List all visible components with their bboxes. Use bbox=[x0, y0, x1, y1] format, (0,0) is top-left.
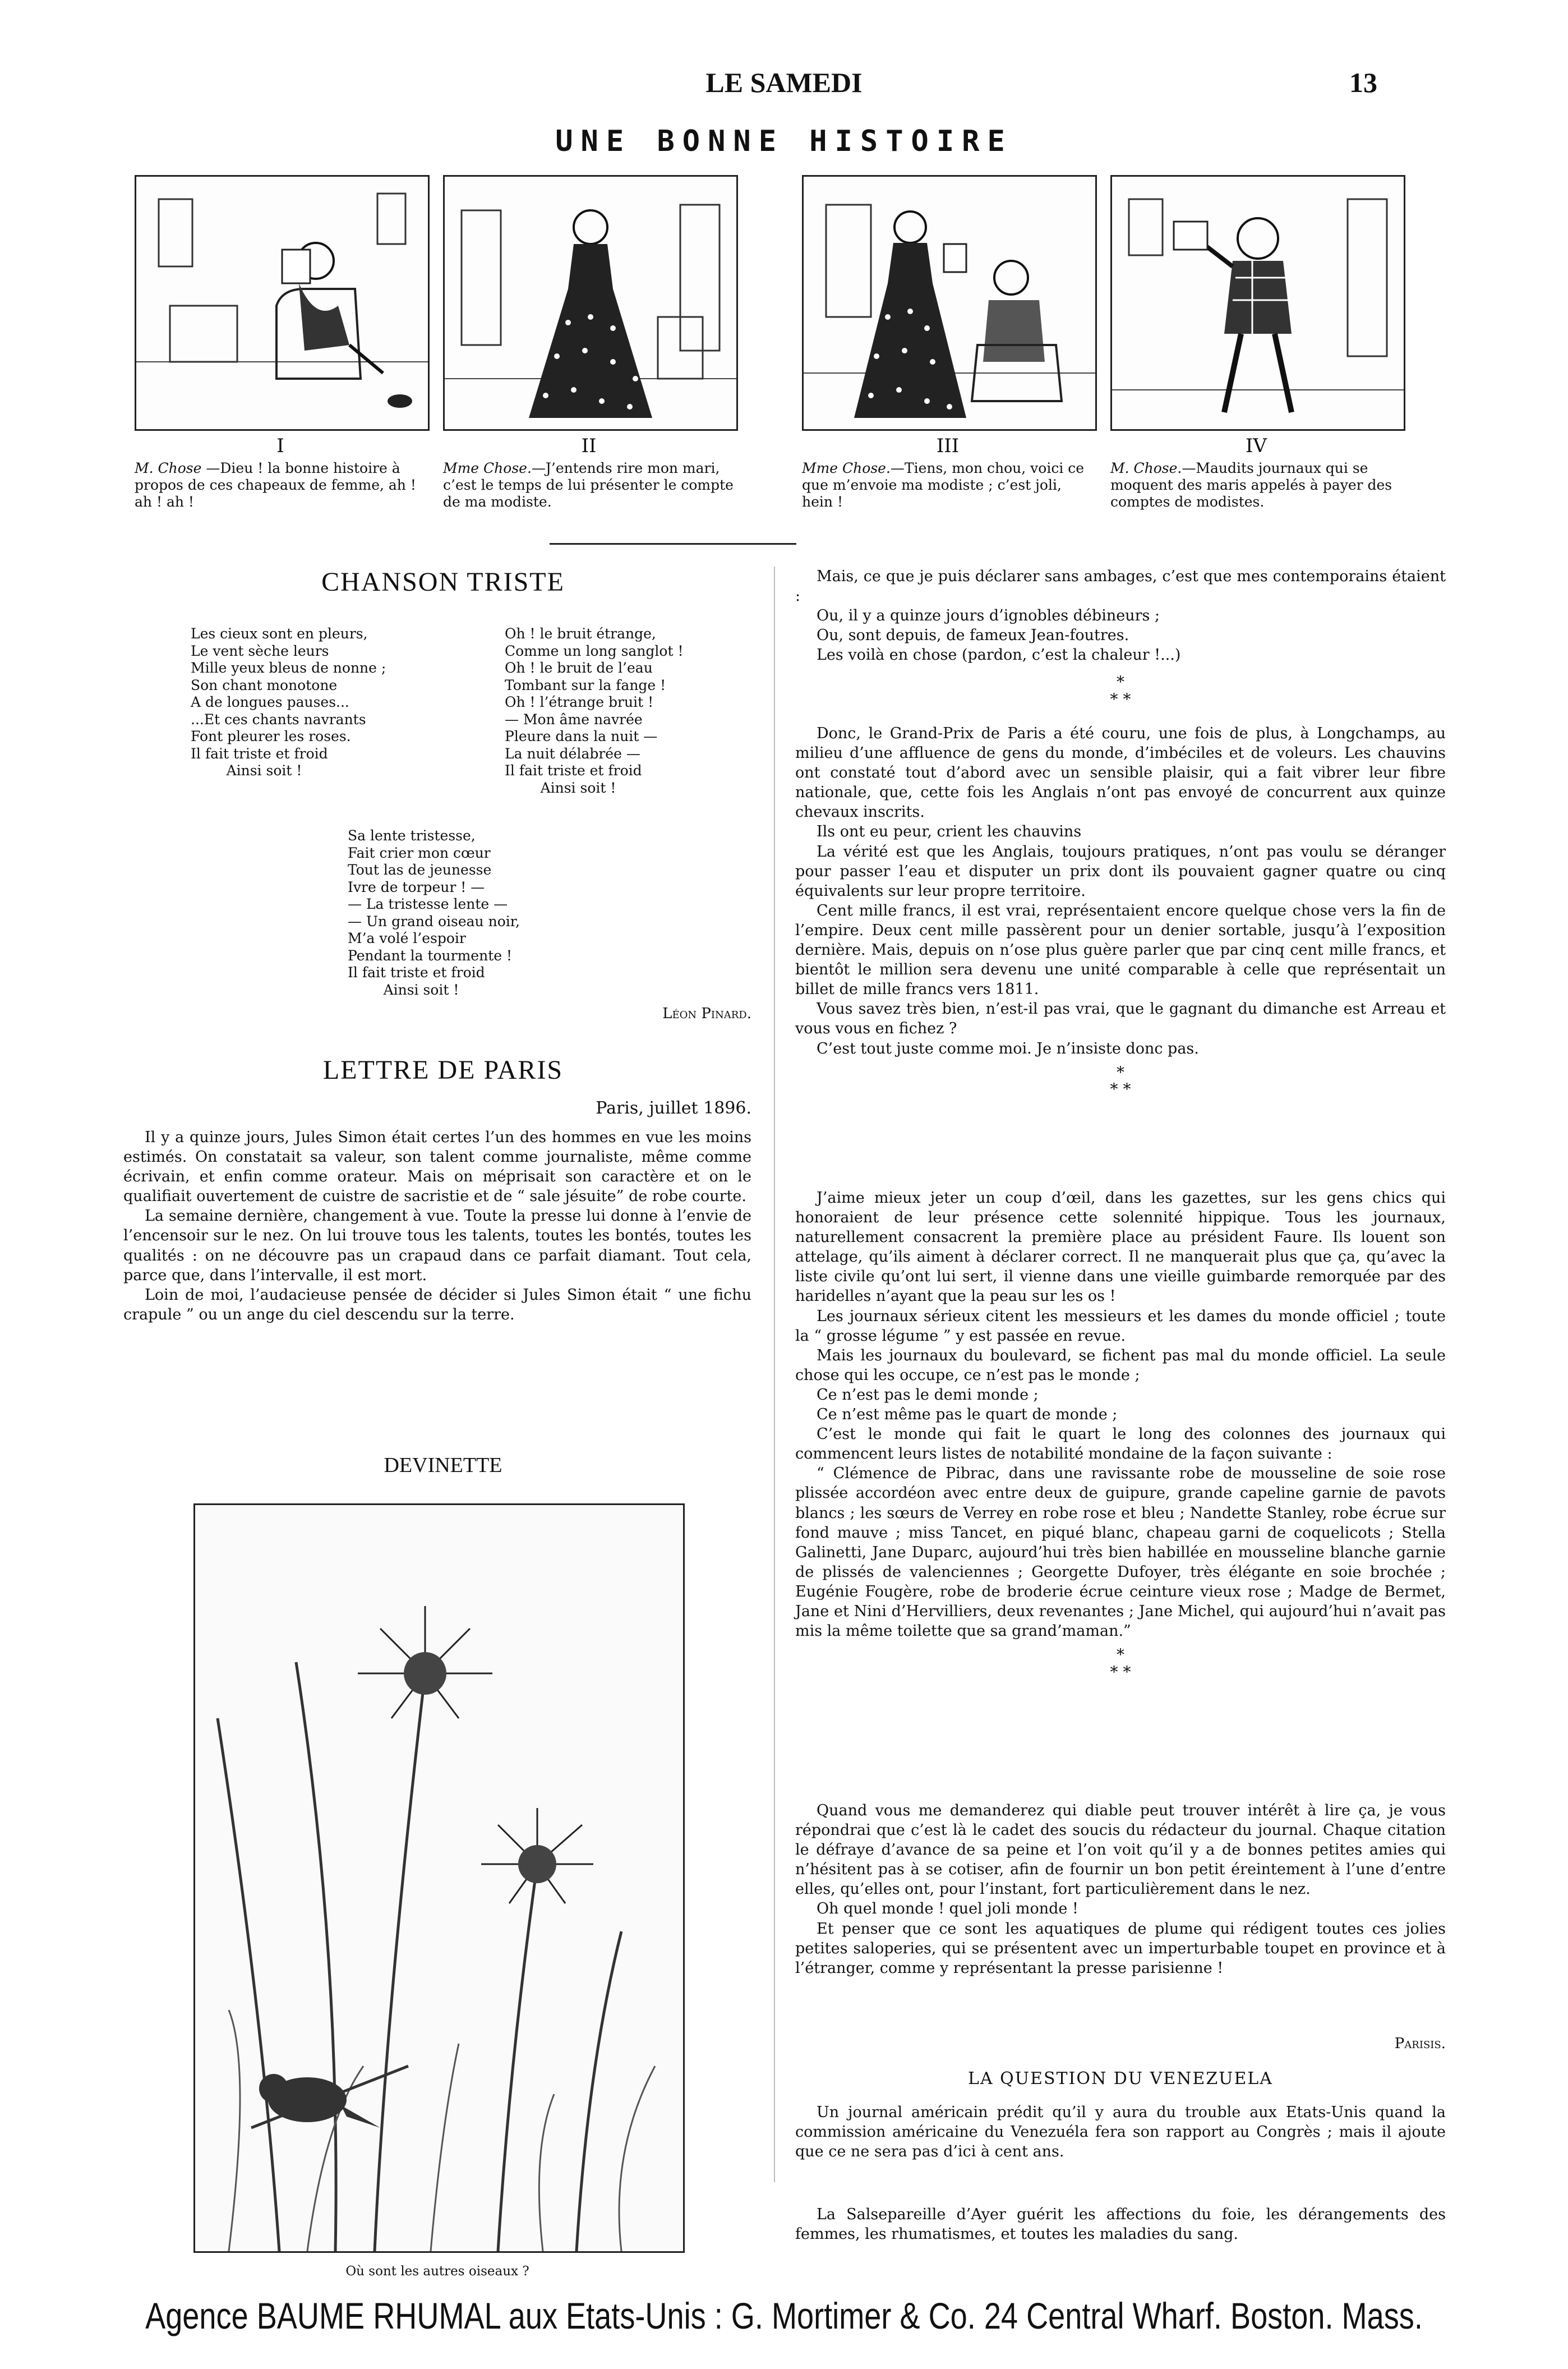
comic-title: UNE BONNE HISTOIRE bbox=[555, 125, 1013, 158]
thistle-bird-illustration bbox=[195, 1505, 683, 2251]
panel-caption bbox=[443, 460, 735, 510]
conclusion-paragraph: Oh quel monde ! quel joli monde ! bbox=[817, 1900, 1078, 1918]
gazettes-paragraph: “ Clémence de Pibrac, dans une ravissante robe de mousseline de soie rose plissée accordéon avec entre deux de guipure, grande capeline garnie de pavots blancs ; les sœurs de Verrey en robe rose et bleu ; Nandette Stanley, robe écrue sur fond mauve ; miss Tancet, en piqué blanc, chapeau garni de coquelicots ; Stella Galinetti, Jane Duparc, aujourd’hui très bien habillée en mousseline blanche garnie de plissés de valenciennes ; Georgette Dufoyer, très élégante en soie brochée ; Eugénie Fougère, robe de broderie écrue ceinture vieux rose ; Madge de Bermet, Jane et Nini d’Hervilliers, deux revenantes ; Jane Michel, qui aujourd’hui n’avait pas mis la même toilette que sa grand’maman.” bbox=[795, 1465, 1446, 1640]
grand-prix-paragraph: Ils ont eu peur, crient les chauvins bbox=[817, 823, 1082, 841]
section-divider bbox=[550, 543, 796, 545]
column-divider bbox=[774, 567, 775, 2182]
gazettes-paragraph: Ce n’est même pas le quart de monde ; bbox=[817, 1406, 1118, 1424]
page-number: 13 bbox=[1349, 67, 1377, 98]
advert-section bbox=[795, 2205, 1446, 2244]
asterism bbox=[795, 1064, 1446, 1099]
caption-speaker: M. Chose bbox=[135, 460, 202, 476]
masthead-title: LE SAMEDI bbox=[705, 67, 863, 98]
asterism bbox=[795, 1646, 1446, 1681]
asterism-bottom: * * bbox=[1110, 1080, 1131, 1099]
poem-stanza-1: Les cieux sont en pleurs, Le vent sèche leurs Mille yeux bleus de nonne ; Son chant monotone A de longues pauses... ...Et ces chants navrants Font pleurer les roses. Il fait triste et froid Ainsi soit ! bbox=[191, 625, 386, 779]
lettre-dateline: Paris, juillet 1896. bbox=[596, 1098, 751, 1118]
intro-line: Ou, il y a quinze jours d’ignobles débineurs ; bbox=[817, 607, 1160, 625]
panel-numeral: III bbox=[936, 435, 960, 457]
poem-stanza-3: Sa lente tristesse, Fait crier mon cœur Tout las de jeunesse Ivre de torpeur ! — — La tristesse lente — — Un grand oiseau noir, M’a volé l’espoir Pendant la tourmente ! Il fait triste et froid Ainsi soit ! bbox=[348, 827, 520, 998]
asterism-top: * bbox=[1117, 1062, 1124, 1082]
gazettes-paragraph: C’est le monde qui fait le quart le long des colonnes des journaux qui commencent leurs listes de notabilité mondaine de la façon suivante : bbox=[795, 1425, 1446, 1463]
footer-advertisement: Agence BAUME RHUMAL aux Etats-Unis : G. Mortimer & Co. 24 Central Wharf. Boston. Mass. bbox=[145, 2295, 1423, 2336]
lettre-body bbox=[123, 1128, 751, 1324]
angry-man-illustration bbox=[1112, 177, 1404, 429]
gazettes-paragraph: Mais les journaux du boulevard, se fichent pas mal du monde officiel. La seule chose qui les occupe, ce n’est pas le monde ; bbox=[795, 1346, 1446, 1384]
lettre-signature: Parisis. bbox=[1394, 2035, 1446, 2052]
comic-panel-2 bbox=[443, 175, 738, 431]
asterism bbox=[795, 674, 1446, 709]
conclusion-paragraph: Et penser que ce sont les aquatiques de plume qui rédigent toutes ces jolies petites saloperies, qui se présentent avec un imperturbable toupet en province et à l’étranger, comme y représentant la presse parisienne ! bbox=[795, 1920, 1446, 1977]
intro-line: Ou, sont depuis, de fameux Jean-foutres. bbox=[817, 627, 1129, 645]
panel-numeral: I bbox=[276, 435, 284, 457]
poem-author: Léon Pinard. bbox=[662, 1005, 751, 1022]
caption-text: —Tiens, mon chou, voici ce que m’envoie ma modiste ; c’est joli, hein ! bbox=[802, 460, 1085, 510]
man-laughing-illustration bbox=[136, 177, 428, 429]
gazettes-paragraph: J’aime mieux jeter un coup d’œil, dans les gazettes, sur les gens chics qui honoraient de leur présence cette solennité hippique. Tous les journaux, naturellement consacrent la première place au président Faure. Ils louent son attelage, qu’ils aiment à déclarer correct. Il ne manquerait plus que ça, qu’avec la liste civile qu’ont lui sert, il vienne dans une vieille guimbarde remorquée par des haridelles n’ayant que la peau sur les os ! bbox=[795, 1189, 1446, 1305]
lettre-paragraph: Il y a quinze jours, Jules Simon était certes l’un des hommes en vue les moins estimés. On constatait sa valeur, son talent comme journaliste, même comme écrivain, et enfin comme orateur. Mais on méprisait son caractère et on le qualifiait ouvertement de cuistre de sacristie et de “ sale jésuite” de robe courte. bbox=[123, 1129, 751, 1206]
devinette-caption: Où sont les autres oiseaux ? bbox=[345, 2264, 529, 2279]
devinette-title: DEVINETTE bbox=[384, 1453, 502, 1477]
panel-caption bbox=[135, 460, 426, 510]
gazettes-paragraph: Ce n’est pas le demi monde ; bbox=[817, 1386, 1039, 1404]
lettre-paragraph: La semaine dernière, changement à vue. Toute la presse lui donne à l’envie de l’encensoir sur le nez. On lui trouve tous les talents, toutes les bontés, toutes les qualités : on ne découvre pas un crapaud dans ce parfait diamant. Tout cela, parce que, dans l’intervalle, il est mort. bbox=[123, 1207, 751, 1284]
comic-panel-3 bbox=[802, 175, 1097, 431]
venezuela-section bbox=[795, 2103, 1446, 2161]
panel-numeral: II bbox=[581, 435, 597, 457]
intro-lead: Mais, ce que je puis déclarer sans ambages, c’est que mes contemporains étaient : bbox=[795, 568, 1446, 605]
panel-caption bbox=[1110, 460, 1402, 510]
grand-prix-paragraph: Donc, le Grand-Prix de Paris a été couru, une fois de plus, à Longchamps, au milieu d’une affluence de gens du monde, d’imbéciles et de voleurs. Les chauvins ont constaté tout d’abord avec un sensible plaisir, qui a fait vibrer leur fibre nationale, que, cette fois les Anglais n’ont pas envoyé de concurrent aux quinze chevaux inscrits. bbox=[795, 725, 1446, 821]
conclusion-section bbox=[795, 1801, 1446, 1978]
chanson-title: CHANSON TRISTE bbox=[321, 567, 565, 597]
woman-listening-illustration bbox=[445, 177, 736, 429]
gazettes-section bbox=[795, 1188, 1446, 1681]
lettre-paragraph: Loin de moi, l’audacieuse pensée de décider si Jules Simon était “ une fichu crapule ” ou un ange du ciel descendu sur la terre. bbox=[123, 1286, 751, 1323]
asterism-bottom: * * bbox=[1110, 690, 1131, 709]
venezuela-title: LA QUESTION DU VENEZUELA bbox=[968, 2069, 1273, 2089]
caption-speaker: Mme Chose. bbox=[443, 460, 532, 476]
asterism-top: * bbox=[1117, 1645, 1124, 1664]
woman-showing-bill-illustration bbox=[804, 177, 1095, 429]
caption-text: —Maudits journaux qui se moquent des maris appelés à payer des comptes de modistes. bbox=[1110, 460, 1392, 510]
conclusion-paragraph: Quand vous me demanderez qui diable peut trouver intérêt à lire ça, je vous répondrai que c’est là le cadet des soucis du rédacteur du journal. Chaque citation le défraye d’avance de sa peine et l’on voit qu’il y a de bonnes petites amies qui n’hésitent pas à se cotiser, afin de fournir un bon petit éreintement à l’une d’entre elles, qu’elles ont, pour l’instant, fort particulièrement dans le nez. bbox=[795, 1802, 1446, 1898]
venezuela-paragraph: Un journal américain prédit qu’il y aura du trouble aux Etats-Unis quand la commission américaine du Venezuéla fera son rapport au Congrès ; mais il ajoute que ce ne sera pas d’ici à cent ans. bbox=[795, 2104, 1446, 2161]
asterism-top: * bbox=[1117, 673, 1124, 692]
right-column-intro bbox=[795, 567, 1446, 709]
caption-speaker: M. Chose. bbox=[1110, 460, 1182, 476]
asterism-bottom: * * bbox=[1110, 1662, 1131, 1681]
caption-speaker: Mme Chose. bbox=[802, 460, 891, 476]
intro-line: Les voilà en chose (pardon, c’est la chaleur !...) bbox=[817, 646, 1181, 664]
advert-paragraph: La Salsepareille d’Ayer guérit les affections du foie, les dérangements des femmes, les rhumatismes, et toutes les maladies du sang. bbox=[795, 2206, 1446, 2243]
gazettes-paragraph: Les journaux sérieux citent les messieurs et les dames du monde officiel ; toute la “ grosse légume ” y est passée en revue. bbox=[795, 1307, 1446, 1345]
masthead bbox=[0, 66, 1568, 105]
poem-stanza-2: Oh ! le bruit étrange, Comme un long sanglot ! Oh ! le bruit de l’eau Tombant sur la fange ! Oh ! l’étrange bruit ! — Mon âme navrée Pleure dans la nuit — La nuit délabrée — Il fait triste et froid Ainsi soit ! bbox=[505, 625, 684, 796]
lettre-title: LETTRE DE PARIS bbox=[322, 1055, 564, 1085]
comic-panel-1 bbox=[135, 175, 430, 431]
grand-prix-section bbox=[795, 724, 1446, 1098]
grand-prix-paragraph: Vous savez très bien, n’est-il pas vrai, que le gagnant du dimanche est Arreau et vous vous en fichez ? bbox=[795, 1000, 1446, 1038]
caption-text: —Dieu ! la bonne histoire à propos de ces chapeaux de femme, ah ! ah ! ah ! bbox=[135, 460, 416, 510]
panel-caption bbox=[802, 460, 1094, 510]
panel-numeral: IV bbox=[1246, 435, 1267, 457]
caption-text: —J’entends rire mon mari, c’est le temps de lui présenter le compte de ma modiste. bbox=[443, 460, 734, 510]
grand-prix-paragraph: C’est tout juste comme moi. Je n’insiste donc pas. bbox=[817, 1039, 1199, 1057]
comic-panel-4 bbox=[1110, 175, 1405, 431]
grand-prix-paragraph: Cent mille francs, il est vrai, représentaient encore quelque chose vers la fin de l’empire. Deux cent mille passèrent pour un denier sortable, jusqu’à l’exposition dernière. Mais, depuis on n’ose plus guère parler que par cinq cent mille francs, et bientôt le million sera devenu une unité comparable à celle que représentait un billet de mille francs vers 1811. bbox=[795, 901, 1446, 999]
devinette-figure bbox=[193, 1503, 685, 2253]
grand-prix-paragraph: La vérité est que les Anglais, toujours pratiques, n’ont pas voulu se déranger pour passer l’eau et disputer un prix dont ils pouvaient gagner quatre ou cinq équivalents sur leur propre territoire. bbox=[795, 843, 1446, 900]
